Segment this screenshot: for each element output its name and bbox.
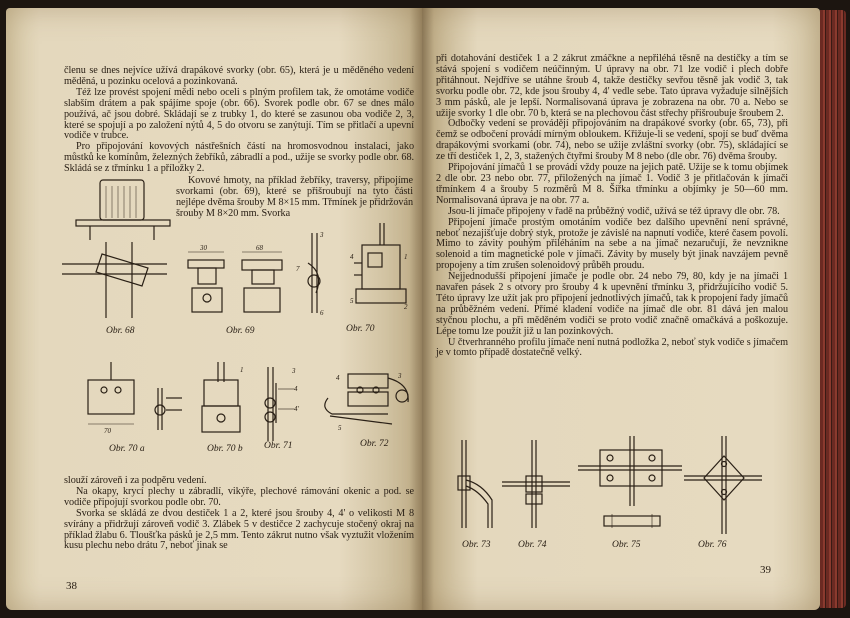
svg-text:5: 5 <box>350 297 354 305</box>
paragraph: Připojení jímače prostým omotáním vodiče bez dalšího upevnění není správné, neboť nezajišťuje dobrý styk, protože je závislé na napnutí vodiče, které časem povolí. Mimo to závity pouhým přiléháním na sebe a na jímač nezaručují, že nevznikne solenoid a tím magnetické pole v jímači. Závity by musely být jinak navzájem pevně propojeny a tím zrušen solenoidový průběh proudu. <box>436 216 788 272</box>
paragraph: Na okapy, krycí plechy u zábradlí, vikýře, plechové rámování okenic a pod. se vodiče připojují svorkou podle obr. 70. <box>64 485 414 508</box>
page-number-left: 38 <box>66 580 77 592</box>
caption-obr-74: Obr. 74 <box>518 540 547 550</box>
paragraph: členu se dnes nejvíce užívá drapákové svorky (obr. 65), která je u měděného vedení měděná, u pozinku ocelová a pozinkovaná. <box>64 65 414 87</box>
caption-obr-70: Obr. 70 <box>346 324 375 334</box>
paragraph: Jsou-li jímače připojeny v řadě na průběžný vodič, užívá se též úpravy dle obr. 78. <box>448 205 780 217</box>
figure-73 <box>452 440 502 530</box>
page-number-right: 39 <box>760 564 771 576</box>
svg-text:7: 7 <box>296 265 300 273</box>
paragraph: slouží zároveň i za podpěru vedení. <box>64 475 207 486</box>
figure-68 <box>62 180 182 320</box>
caption-obr-72: Obr. 72 <box>360 439 389 449</box>
svg-text:3: 3 <box>398 372 402 380</box>
paragraph: Odbočky vedení se provádějí připojováním na drapákové svorky (obr. 65, 73), při čemž se odbočení provádí mírným obloukem. Křižuje-li se vedení, spojí se buď dvěma drapákovými svorkami (obr. 74), nebo se užije zvláštní svorky (obr. 75), skládající se ze tří destiček 1, 2, 3, stažených čtyřmi šrouby M 8 nebo (dle obr. 76) dvěma šrouby. <box>436 118 788 163</box>
right-page <box>422 8 820 610</box>
figure-72 <box>318 368 418 438</box>
caption-obr-75: Obr. 75 <box>612 540 641 550</box>
svg-text:4': 4' <box>294 405 299 413</box>
caption-obr-70b: Obr. 70 b <box>207 444 243 454</box>
svg-text:68: 68 <box>256 244 263 252</box>
left-text-inset <box>176 176 413 220</box>
paragraph: Svorka se skládá ze dvou destiček 1 a 2, které jsou šrouby 4, 4' o velikosti M 8 svírány a přidržují zároveň vodič 3. Zlábek 5 v destičce 2 zachycuje stočený okraj na příklad žlabu 6. Tloušťka pásků je 2,5 mm. Tento zákrut nutno však vyztužit vložením kusu plechu nebo drátu 7, neboť jinak se <box>64 507 414 552</box>
figure-74 <box>502 440 572 530</box>
svg-text:3: 3 <box>320 231 324 239</box>
paragraph: Pro připojování kovových nástřešních částí na hromosvodnou instalaci, jako můstků ke komínům, železných žebříků, zábradlí a pod., užije se svorky podle obr. 68. Skládá se z třmínku 1 a příložky 2. <box>64 141 414 175</box>
svg-text:4: 4 <box>336 374 340 382</box>
svg-text:2: 2 <box>404 303 408 311</box>
caption-obr-69: Obr. 69 <box>226 326 255 336</box>
caption-obr-68: Obr. 68 <box>106 326 135 336</box>
figure-70 <box>294 223 419 323</box>
left-text-block-1 <box>64 66 414 175</box>
paragraph: Připojování jímačů 1 se provádí vždy pouze na jejich patě. Užije se k tomu objímek 2 dle obr. 23 nebo obr. 77, přiložených na jímač 1. Vodič 3 je přitlačován k jímači třmínkem 4 a šrouby 5 rozměrů M 8. Šířka třmínku a objímky je 50—60 mm. Normalisovaná úprava je na obr. 77 a. <box>436 162 788 206</box>
svg-text:6: 6 <box>320 309 324 317</box>
svg-text:3: 3 <box>292 367 296 375</box>
svg-text:4: 4 <box>294 385 298 393</box>
figure-75 <box>578 436 683 536</box>
book-spread <box>6 8 846 610</box>
caption-obr-70a: Obr. 70 a <box>109 444 145 454</box>
svg-text:4: 4 <box>350 253 354 261</box>
left-page <box>6 8 422 610</box>
paragraph: U čtverhranného profilu jímače není nutná podložka 2, neboť styk vodiče s jímačem je v tomto případě dostatečně velký. <box>436 336 788 359</box>
figure-71 <box>258 363 303 443</box>
figure-69 <box>184 240 289 315</box>
caption-obr-73: Obr. 73 <box>462 540 491 550</box>
svg-text:70: 70 <box>104 427 111 435</box>
paragraph: Kovové hmoty, na příklad žebříky, traversy, připojíme svorkami (obr. 69), které se přišroubují na tyto části nejlépe dvěma šrouby M 8×15 mm. Třmínek je přidržován šrouby M 8×20 mm. Svorka <box>176 175 413 219</box>
right-text-block <box>436 54 788 359</box>
paragraph: Též lze provést spojení mědi nebo oceli s plným profilem tak, že omotáme vodiče slabším drátem a pak spájíme spoje (obr. 66). Svorek podle obr. 67 se dnes málo používá, ač jsou dobré. Skládají se z trubky 1, do které se zasunou oba vodiče 2, 3, které se spojují a po založení nýtů 4, 5 do otvoru se zanýtují. Tím se přitlačí a upevní vodiče v trubce. <box>64 86 414 142</box>
paragraph: při dotahování destiček 1 a 2 zákrut zmáčkne a nepřiléhá těsně na destičky a tím se stává spojení s vodičem neúčinným. U úpravy na obr. 71 lze vodič i plech dobře přitáhnout. Nejdříve se utáhne šroub 4, takže destičky sevřou těsně jak vodič 3, tak svorku podle obr. 72, kde jsou šrouby 4, 4' vedle sebe. Tato úprava vyžaduje silnějších 3 mm pásků, ale je lepší. Normalisovaná úprava je zobrazena na obr. 70 a. Nebo se užije svorky 1 dle obr. 70 b, která se na plechovou část střechy přišroubuje šroubem 2. <box>436 53 788 119</box>
figure-70b <box>196 358 246 438</box>
left-text-block-2 <box>64 476 414 552</box>
caption-obr-76: Obr. 76 <box>698 540 727 550</box>
svg-text:5: 5 <box>338 424 342 432</box>
caption-obr-71: Obr. 71 <box>264 441 293 451</box>
figure-70a <box>74 358 184 438</box>
svg-text:1: 1 <box>404 253 408 261</box>
svg-text:1: 1 <box>240 366 244 374</box>
figure-76 <box>684 436 764 536</box>
paragraph: Nejjednodušší připojení jímače je podle obr. 24 nebo 79, 80, kdy je na jímači 1 navařen pásek 2 s otvory pro šrouby 4 k upevnění třmínku 3, přidržujícího vodič 5. Této úpravy lze užít jak pro připojení jednotlivých jímačů, tak k propojení řady jímačů na průběžném vedení. Přímé kladení vodiče na jímač dle obr. 81 dává jen malou styčnou plochu, a při měděném vodiči se proto vodič značně omačkává a poškozuje. Lépe tomu lze použít již u lan pozinkových. <box>436 271 788 337</box>
svg-text:30: 30 <box>200 244 207 252</box>
page-edges <box>820 10 846 608</box>
